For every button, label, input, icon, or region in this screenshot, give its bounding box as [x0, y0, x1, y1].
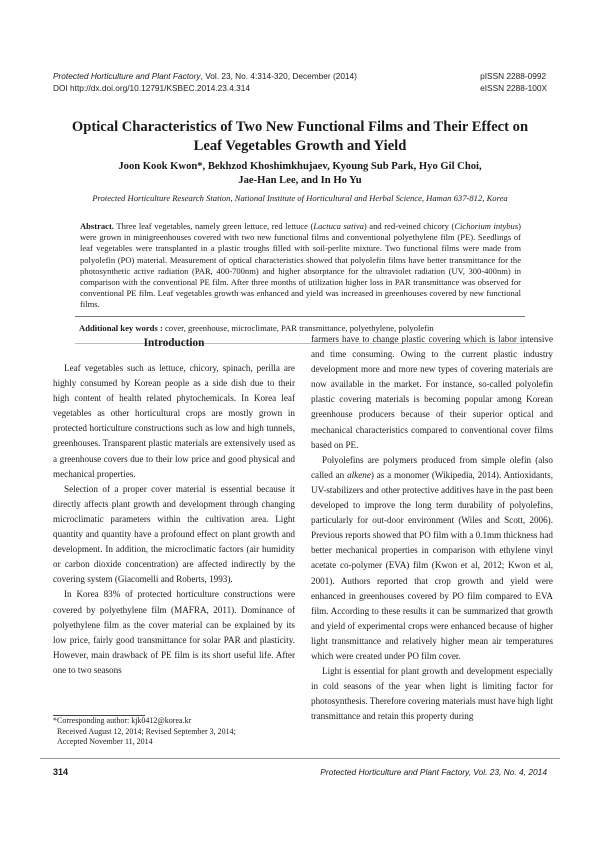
- journal-citation: [53, 71, 357, 94]
- right-paragraph-1-italic: alkene: [347, 469, 371, 480]
- doi: DOI http://dx.doi.org/10.12791/KSBEC.2014.23.4.314: [53, 82, 250, 93]
- authors: [60, 160, 540, 188]
- journal-volume: , Vol. 23, No. 4:314-320, December (2014): [200, 71, 357, 81]
- abstract-text-2: ) and red-veined chicory (: [363, 221, 455, 231]
- issn-block: [480, 71, 547, 94]
- received-date: Received August 12, 2014; Revised September 3, 2014;: [57, 726, 236, 736]
- left-paragraph-1: Leaf vegetables such as lettuce, chicory, spinach, perilla are highly consumed by Korean people as a side dish due to their high content of health related phytochemicals. In Korea leaf vegetables as other horticultural crops are mostly grown in protected horticulture constructions such as low and high tunnels, greenhouses. Transparent plastic materials are extensively used as a greenhouse covers due to their low price and good physical and mechanical properties.: [53, 363, 295, 479]
- authors-line-2: Jae-Han Lee, and In Ho Yu: [238, 175, 362, 186]
- affiliation: Protected Horticulture Research Station, National Institute of Horticultural and Herbal Science, Haman 637-812, Korea: [92, 193, 508, 203]
- page-number: 314: [53, 767, 69, 777]
- abstract-label: Abstract.: [80, 221, 114, 231]
- eissn: eISSN 2288-100X: [480, 82, 547, 93]
- abstract-species-2: Cichorium intybus: [454, 221, 519, 231]
- abstract-divider: [75, 316, 525, 317]
- right-column: [311, 332, 553, 724]
- title-line-1: Optical Characteristics of Two New Functional Films and Their Effect on: [71, 119, 529, 135]
- authors-line-1: Joon Kook Kwon*, Bekhzod Khoshimkhujaev, Kyoung Sub Park, Hyo Gil Choi,: [118, 161, 482, 172]
- paper-title: [50, 118, 550, 156]
- left-paragraph-2: Selection of a proper cover material is essential because it directly affects plant growth and development through changing microclimatic parameters within the cultivation area. Light quantity and quantity have a profound effect on plant growth and development. In addition, the microclimatic factors (air humidity or carbon dioxide concentration) are affected indirectly by the covering system (Giacomelli and Roberts, 1993).: [53, 483, 295, 585]
- right-paragraph-2: Light is essential for plant growth and development especially in cold seasons of the year when light is limiting factor for photosynthesis. Therefore covering materials must have high light transmittance and retain this property during: [311, 666, 553, 722]
- abstract-species-1: Lactuca sativa: [313, 221, 364, 231]
- right-paragraph-0: farmers have to change plastic covering which is labor intensive and time consuming. Owing to the current plastic industry development more and more new types of covering materials are now available in the market. For instance, so-called polyolefin plastic covering materials is becoming popular among Korean greenhouse producers because of their superior optical and mechanical characteristics compared to conventional cover films based on PE.: [311, 334, 553, 450]
- footer-journal: Protected Horticulture and Plant Factory, Vol. 23, No. 4, 2014: [320, 767, 547, 777]
- right-paragraph-1-b: ) as a monomer (Wikipedia, 2014). Antioxidants, UV-stabilizers and other protective additives have in the past been developed to improve the long term durability of polyolefins, particularly for out-door environment (Wiles and Scott, 2006). Previous reports showed that PO film with a 0.1mm thickness had better mechanical properties in comparison with ethylene vinyl acetate co-polymer (EVA) film (Kwon et al, 2012; Kwon et al, 2001). Authors reported that crop growth and yield were enhanced in greenhouses covered by PO film compared to EVA film. According to these results it can be summarized that growth and yield of experimental crops were enhanced because of higher light transmittance and relatively higher mean air temperatures which were created under PO film cover.: [311, 469, 553, 661]
- accepted-date: Accepted November 11, 2014: [57, 737, 153, 747]
- abstract: [80, 221, 521, 311]
- abstract-text-1: Three leaf vegetables, namely green lettuce, red lettuce (: [113, 221, 314, 231]
- corresponding-author: *Corresponding author: kjk0412@korea.kr: [53, 716, 192, 725]
- journal-name: Protected Horticulture and Plant Factory: [53, 71, 201, 81]
- pissn: pISSN 2288-0992: [480, 71, 547, 81]
- keywords-text: cover, greenhouse, microclimate, PAR transmittance, polyethylene, polyolefin: [162, 323, 434, 333]
- keywords-label: Additional key words :: [79, 323, 163, 333]
- right-paragraph-1-a: Polyolefins are polymers produced from simple olefin (also called an: [311, 454, 553, 480]
- title-line-2: Leaf Vegetables Growth and Yield: [193, 138, 407, 154]
- abstract-text-3: ) were grown in minigreenhouses covered with two new functional films and conventional polyethylene film (PE). Seedlings of leaf vegetables were transplanted in a plastic troughs filled with soil-perlite mixture. Two functional films were made from polyolefin (PO) material. Measurement of optical characteristics showed that polyolefin films have better transmittance for the photosynthetic active radiation (PAR, 400-700nm) and higher absorptance for the ultraviolet radiation (UV, 300-400nm) in comparison with the conventional PE film. After three months of utilization higher loss in PAR transmittance was observed for conventional PE film. Leaf vegetables growth was enhanced and yield was increased in greenhouses covered by new functional films.: [80, 221, 522, 310]
- left-paragraph-3: In Korea 83% of protected horticulture constructions were covered by polyethylene film (MAFRA, 2011). Dominance of polyethylene film as the cover material can be explained by its low price, fairly good transmittance for solar PAR and plasticity. However, main drawback of PE film is its short useful life. After one to two seasons: [53, 589, 295, 675]
- right-paragraph-1: [311, 453, 553, 664]
- section-heading-introduction: Introduction: [143, 337, 205, 349]
- left-column: [53, 361, 295, 678]
- footnote: [53, 716, 295, 748]
- footer-divider: [40, 758, 560, 759]
